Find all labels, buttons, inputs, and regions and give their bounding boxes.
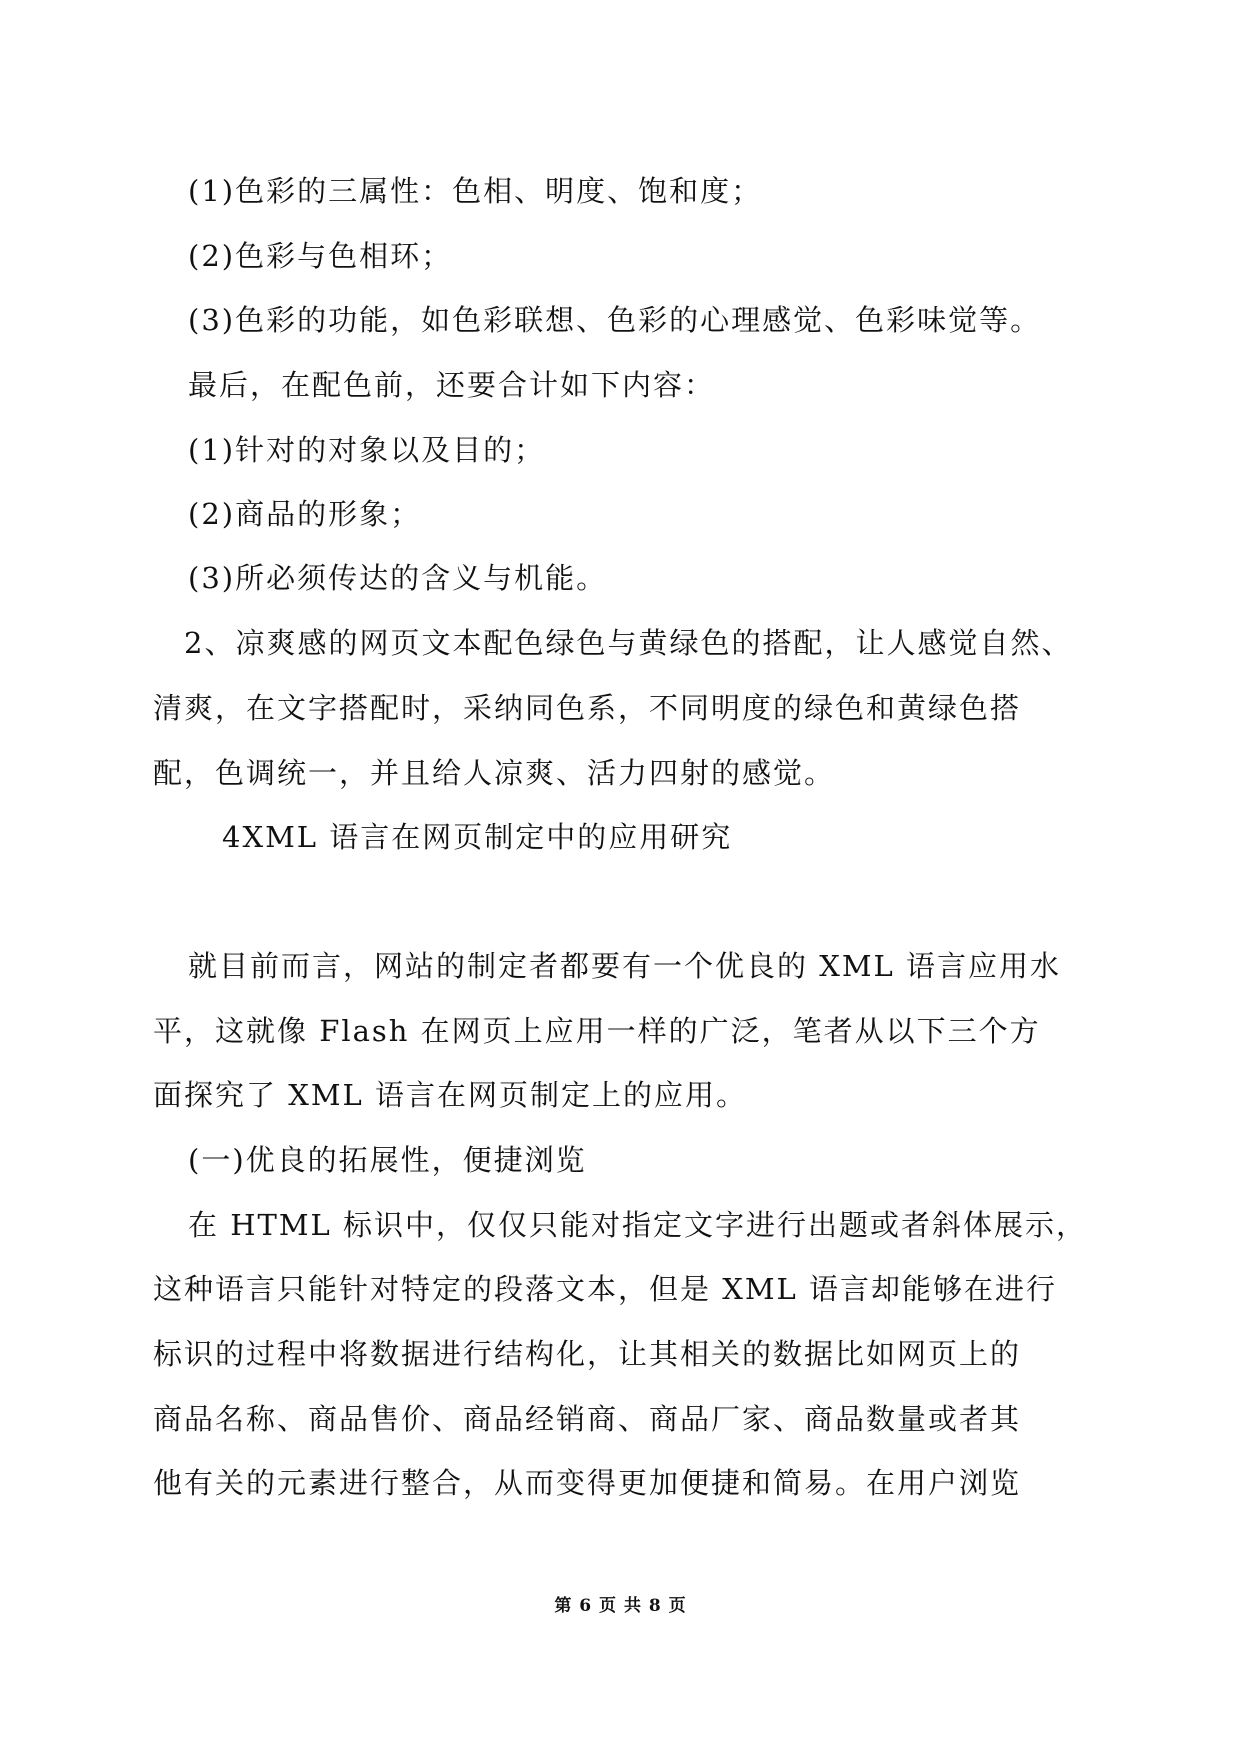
text-line: 2、凉爽感的网页文本配色绿色与黄绿色的搭配，让人感觉自然、 <box>184 626 1073 660</box>
text-line: (1)针对的对象以及目的； <box>188 433 546 467</box>
text-line: 这种语言只能针对特定的段落文本，但是 XML 语言却能够在进行 <box>153 1272 1058 1306</box>
text-line: 就目前而言，网站的制定者都要有一个优良的 XML 语言应用水 <box>188 949 1062 983</box>
text-line: 标识的过程中将数据进行结构化，让其相关的数据比如网页上的 <box>153 1337 1022 1371</box>
text-line: (3)所必须传达的含义与机能。 <box>188 561 608 595</box>
subsection-heading: (一)优良的拓展性，便捷浏览 <box>188 1143 587 1177</box>
text-line: 平，这就像 Flash 在网页上应用一样的广泛，笔者从以下三个方 <box>153 1014 1041 1048</box>
text-line: 最后，在配色前，还要合计如下内容： <box>188 368 716 402</box>
text-line: 商品名称、商品售价、商品经销商、商品厂家、商品数量或者其 <box>153 1402 1022 1436</box>
section-heading: 4XML 语言在网页制定中的应用研究 <box>222 820 733 854</box>
text-line: (2)商品的形象； <box>188 497 422 531</box>
text-line: (2)色彩与色相环； <box>188 239 453 273</box>
text-line: 他有关的元素进行整合，从而变得更加便捷和简易。在用户浏览 <box>153 1466 1022 1500</box>
text-line: 面探究了 XML 语言在网页制定上的应用。 <box>153 1078 748 1112</box>
text-line: (1)色彩的三属性：色相、明度、饱和度； <box>188 174 763 208</box>
text-line: 在 HTML 标识中，仅仅只能对指定文字进行出题或者斜体展示， <box>188 1208 1088 1242</box>
text-line: 清爽，在文字搭配时，采纳同色系，不同明度的绿色和黄绿色搭 <box>153 691 1022 725</box>
text-line: (3)色彩的功能，如色彩联想、色彩的心理感觉、色彩味觉等。 <box>188 303 1042 337</box>
text-line: 配，色调统一，并且给人凉爽、活力四射的感觉。 <box>153 756 836 790</box>
page-footer: 第 6 页 共 8 页 <box>554 1596 687 1616</box>
